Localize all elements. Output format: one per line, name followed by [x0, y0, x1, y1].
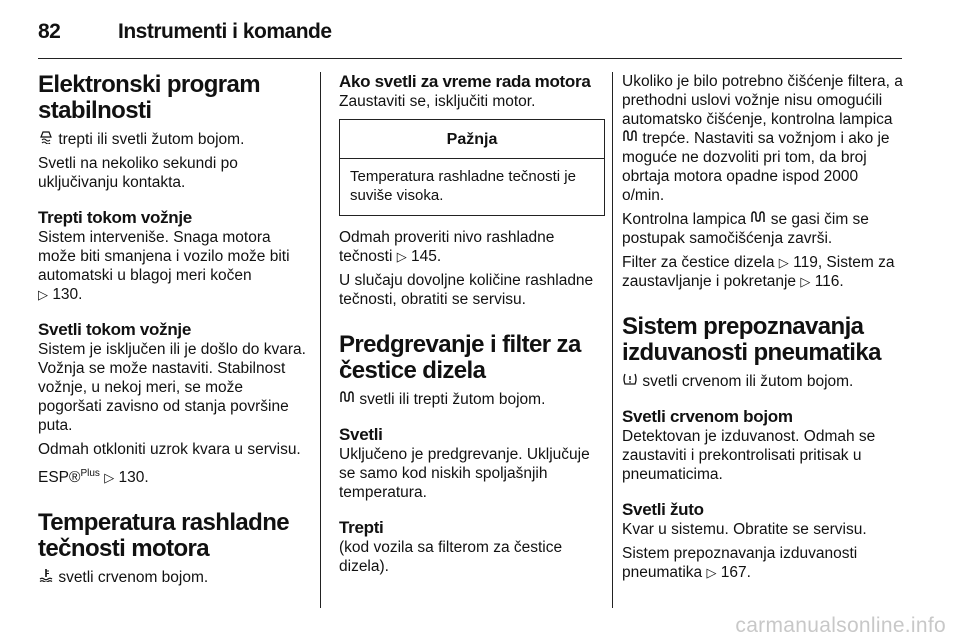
flashing-while-driving-text: Sistem interveniše. Snaga motora može biti smanjena i vozilo može biti automatski u blagoj meri kočen ▷ 130. — [38, 229, 290, 303]
page-reference-arrow-icon: ▷ — [104, 470, 115, 486]
service-text: U slučaju dovoljne količine rashladne tečnosti, obratiti se servisu. — [339, 272, 594, 308]
column-divider-2 — [612, 72, 613, 608]
engine-running-title: Ako svetli za vreme rada motora — [339, 72, 591, 91]
tpms-icon-line: svetli crvenom ili žutom bojom. — [622, 372, 904, 391]
lamp-off-text: Kontrolna lampica se gasi čim se postupak samočišćenja završi. — [622, 211, 869, 247]
tpms-reference: Sistem prepoznavanja izduvanosti pneumatika ▷ 167. — [622, 545, 858, 581]
page-reference-arrow-icon: ▷ — [800, 274, 811, 289]
preheat-flash-text: (kod vozila sa filterom za čestice dizela). — [339, 539, 563, 575]
tpms-yellow-text: Kvar u sistemu. Obratite se servisu. — [622, 521, 867, 538]
filter-cleaning-text: Ukoliko je bilo potrebno čišćenje filtera, a prethodni uslovi vožnje nisu omogućili automatsko čišćenje, kontrolna lampica trepće. Nastaviti sa vožnjom i ako je moguće ne dozvoliti pri tom, da broj obrtaja motora opadne ispod 2000 o/min. — [622, 73, 903, 204]
preheat-lit-title: Svetli — [339, 425, 383, 444]
column-1 — [38, 72, 308, 592]
page-reference-arrow-icon: ▷ — [778, 255, 789, 270]
page-header — [38, 14, 900, 54]
glow-plug-coil-icon — [750, 210, 766, 229]
esp-paragraph: Svetli na nekoliko sekundi po uključivanju kontakta. — [38, 155, 238, 191]
preheat-flash-title: Trepti — [339, 518, 384, 537]
tpms-red-title: Svetli crvenom bojom — [622, 407, 793, 426]
lit-while-driving-text-2: Odmah otkloniti uzrok kvara u servisu. — [38, 441, 301, 458]
caution-body: Temperatura rashladne tečnosti je suviše visoka. — [350, 168, 576, 204]
lit-while-driving-text: Sistem je isključen ili je došlo do kvara. Vožnja se može nastaviti. Stabilnost vožnje, u nekoj meri, se može pogoršati zavisno od stanja površine puta. — [38, 341, 306, 434]
coolant-icon-line: svetli crvenom bojom. — [38, 568, 308, 587]
preheat-lit-text: Uključeno je predgrevanje. Uključuje se samo kod niskih spoljašnjih temperatura. — [339, 446, 590, 501]
coolant-thermometer-icon — [38, 568, 54, 587]
check-coolant-text: Odmah proveriti nivo rashladne tečnosti ▷ 145. — [339, 229, 555, 265]
column-2 — [339, 72, 605, 581]
column-divider-1 — [320, 72, 321, 608]
coolant-section-title: Temperatura rashladne tečnosti motora — [38, 509, 290, 563]
engine-running-text: Zaustaviti se, isključiti motor. — [339, 93, 536, 110]
page-reference-arrow-icon: ▷ — [38, 287, 48, 302]
tpms-yellow-title: Svetli žuto — [622, 500, 704, 519]
lit-while-driving-title: Svetli tokom vožnje — [38, 320, 192, 339]
glow-plug-coil-icon — [339, 390, 355, 409]
esp-skid-icon — [38, 130, 54, 149]
caution-title: Pažnja — [340, 120, 604, 159]
page-reference-arrow-icon: ▷ — [706, 565, 717, 580]
esp-plus-reference: ESP®$^{Plus}$ ▷ 130. — [38, 468, 149, 487]
column-3 — [622, 72, 904, 587]
tire-pressure-icon — [622, 372, 638, 391]
page-number: 82 — [38, 20, 61, 43]
preheat-section-title: Predgrevanje i filter za čestice dizela — [339, 331, 581, 384]
watermark: carmanualsonline.info — [735, 614, 946, 637]
reference-link[interactable]: 167. — [720, 564, 751, 581]
esp-section-title: Elektronski program stabilnosti — [38, 71, 261, 124]
preheat-icon-line: svetli ili trepti žutom bojom. — [339, 390, 605, 409]
reference-link[interactable]: 145. — [411, 248, 442, 265]
reference-link[interactable]: 116. — [814, 273, 844, 290]
reference-link[interactable]: 130. — [118, 469, 149, 487]
tpms-red-text: Detektovan je izduvanost. Odmah se zaustaviti i prekontrolisati pritisak u pneumaticima. — [622, 428, 876, 483]
page-reference-arrow-icon: ▷ — [396, 249, 407, 264]
esp-icon-line: trepti ili svetli žutom bojom. — [38, 130, 308, 149]
reference-link[interactable]: 130. — [52, 286, 83, 303]
reference-link[interactable]: 119, Sistem za zaustavljanje i pokretanje — [622, 254, 895, 290]
flashing-while-driving-title: Trepti tokom vožnje — [38, 208, 192, 227]
header-divider — [38, 58, 902, 59]
page-title: Instrumenti i komande — [118, 20, 332, 43]
glow-plug-coil-icon — [622, 129, 638, 148]
caution-box — [339, 119, 605, 216]
filter-references: Filter za čestice dizela ▷ 119, Sistem za zaustavljanje i pokretanje ▷ 116. — [622, 254, 895, 290]
tpms-section-title: Sistem prepoznavanja izduvanosti pneumatika — [622, 313, 881, 366]
